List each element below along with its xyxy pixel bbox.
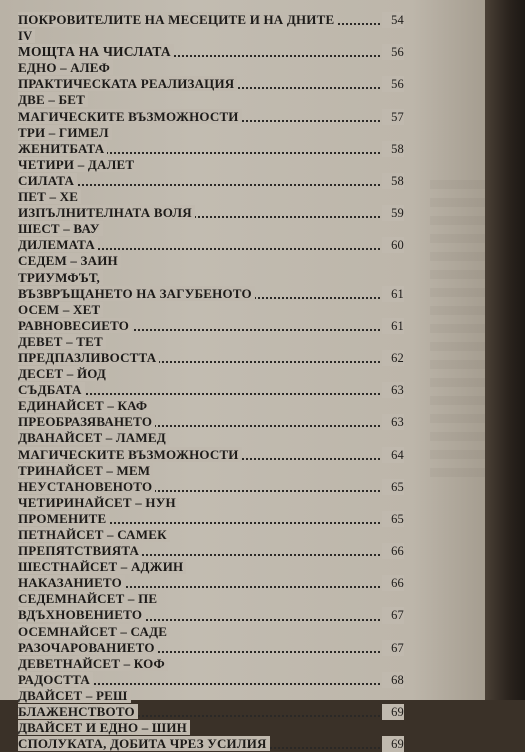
toc-entry — [12, 350, 404, 366]
toc-entry-title: БЛАЖЕНСТВОТО — [18, 704, 138, 719]
toc-entry-title: ПЕТНАЙСЕТ – САМЕК — [18, 527, 170, 542]
toc-entry — [12, 479, 404, 495]
toc-page-number: 67 — [382, 607, 404, 623]
toc-entry-title: ПОКРОВИТЕЛИТЕ НА МЕСЕЦИТЕ И НА ДНИТЕ — [18, 12, 337, 27]
toc-entry-label — [18, 591, 160, 607]
toc-entry-title: ПРАКТИЧЕСКАТА РЕАЛИЗАЦИЯ — [18, 76, 237, 91]
toc-page-number: 60 — [382, 237, 404, 253]
toc-entry-title: ПРЕДПАЗЛИВОСТТА — [18, 350, 159, 365]
toc-section-heading — [12, 527, 404, 543]
toc-entry-label — [18, 28, 35, 44]
toc-entry-title: НЕУСТАНОВЕНОТО — [18, 479, 155, 494]
toc-entry-label — [18, 221, 103, 237]
toc-section-heading — [12, 366, 404, 382]
toc-entry — [12, 205, 404, 221]
toc-page-number: 66 — [382, 543, 404, 559]
toc-entry-label — [18, 656, 168, 672]
toc-entry-title: ПЕТ – ХЕ — [18, 189, 81, 204]
toc-page-number: 67 — [382, 640, 404, 656]
toc-page-number: 58 — [382, 141, 404, 157]
toc-section-heading — [12, 720, 404, 736]
toc-entry-title: ОСЕМ – ХЕТ — [18, 302, 103, 317]
toc-entry-title: ИЗПЪЛНИТЕЛНАТА ВОЛЯ — [18, 205, 195, 220]
toc-entry-label — [18, 414, 155, 430]
toc-page-number: 64 — [382, 447, 404, 463]
toc-entry-title: СПОЛУКАТА, ДОБИТА ЧРЕЗ УСИЛИЯ — [18, 736, 270, 751]
toc-page-number: 59 — [382, 205, 404, 221]
toc-section-heading — [12, 591, 404, 607]
toc-section-heading — [12, 189, 404, 205]
toc-page-number: 65 — [382, 511, 404, 527]
toc-entry-label — [18, 559, 186, 575]
toc-entry-label — [18, 398, 150, 414]
toc-entry-label — [18, 575, 125, 591]
toc-entry-title: ШЕСТ – ВАУ — [18, 221, 103, 236]
toc-page-number: 56 — [382, 44, 404, 60]
toc-entry — [12, 12, 404, 28]
toc-entry — [12, 736, 404, 752]
toc-entry-title: ВЪЗВРЪЩАНЕТО НА ЗАГУБЕНОТО — [18, 286, 255, 301]
toc-page-number: 63 — [382, 382, 404, 398]
toc-section-heading — [12, 221, 404, 237]
toc-page-number: 66 — [382, 575, 404, 591]
toc-entry-label — [18, 302, 103, 318]
toc-entry-title: ТРИНАЙСЕТ – МЕМ — [18, 463, 153, 478]
toc-page-number: 69 — [382, 736, 404, 752]
toc-entry-title: ЧЕТИРИНАЙСЕТ – НУН — [18, 495, 179, 510]
toc-entry — [12, 318, 404, 334]
toc-section-heading — [12, 656, 404, 672]
toc-entry-label — [18, 688, 131, 704]
toc-section-heading — [12, 270, 404, 286]
toc-section-heading — [12, 463, 404, 479]
toc-entry-title: РАВНОВЕСИЕТО — [18, 318, 132, 333]
toc-section-heading — [12, 495, 404, 511]
toc-entry — [12, 607, 404, 623]
toc-entry — [12, 672, 404, 688]
toc-entry-label — [18, 141, 107, 157]
toc-section-heading — [12, 430, 404, 446]
toc-entry-label — [18, 76, 237, 92]
toc-page-number: 63 — [382, 414, 404, 430]
toc-entry-title: ЕДИНАЙСЕТ – КАФ — [18, 398, 150, 413]
toc-entry-label — [18, 430, 169, 446]
toc-entry-title: СЕДЕМ – ЗАИН — [18, 253, 121, 268]
toc-entry-title: ПРЕПЯТСТВИЯТА — [18, 543, 142, 558]
book-gutter — [485, 0, 525, 700]
toc-entry-label — [18, 92, 88, 108]
toc-entry-title: ТРИ – ГИМЕЛ — [18, 125, 112, 140]
toc-entry-label — [18, 60, 113, 76]
toc-entry-title: СЕДЕМНАЙСЕТ – ПЕ — [18, 591, 160, 606]
toc-entry-title: ДВАЙСЕТ – РЕШ — [18, 688, 131, 703]
toc-page-number: 54 — [382, 12, 404, 28]
toc-entry-label — [18, 527, 170, 543]
toc-entry — [12, 382, 404, 398]
toc-section-heading — [12, 334, 404, 350]
toc-entry-title: МОЩТА НА ЧИСЛАТА — [18, 44, 174, 59]
toc-entry — [12, 109, 404, 125]
toc-entry-label — [18, 189, 81, 205]
toc-entry-label — [18, 495, 179, 511]
toc-entry-title: IV — [18, 29, 35, 43]
toc-entry-title: ПРЕОБРАЗЯВАНЕТО — [18, 414, 155, 429]
toc-entry-label — [18, 511, 109, 527]
toc-section-heading — [12, 157, 404, 173]
toc-entry-title: ВДЪХНОВЕНИЕТО — [18, 607, 145, 622]
toc-page-number: 56 — [382, 76, 404, 92]
toc-section-heading — [12, 302, 404, 318]
toc-entry-label — [18, 253, 121, 269]
toc-entry — [12, 76, 404, 92]
toc-entry-label — [18, 382, 85, 398]
toc-entry-label — [18, 44, 174, 60]
toc-entry-title: ДЕСЕТ – ЙОД — [18, 366, 109, 381]
show-through-texture — [430, 180, 485, 480]
toc-entry-title: МАГИЧЕСКИТЕ ВЪЗМОЖНОСТИ — [18, 109, 242, 124]
toc-entry-label — [18, 479, 155, 495]
toc-entry-title: РАДОСТТА — [18, 672, 93, 687]
toc-entry-label — [18, 704, 138, 720]
toc-entry-title: НАКАЗАНИЕТО — [18, 575, 125, 590]
toc-entry-title: ДЕВЕТ – ТЕТ — [18, 334, 106, 349]
toc-section-heading — [12, 398, 404, 414]
toc-entry-label — [18, 270, 103, 286]
toc-entry-label — [18, 447, 242, 463]
toc-page-number: 62 — [382, 350, 404, 366]
toc-entry-title: ПРОМЕНИТЕ — [18, 511, 109, 526]
toc-entry-title: МАГИЧЕСКИТЕ ВЪЗМОЖНОСТИ — [18, 447, 242, 462]
toc-section-heading — [12, 28, 404, 44]
toc-entry-label — [18, 125, 112, 141]
toc-entry-label — [18, 157, 137, 173]
toc-page-number: 57 — [382, 109, 404, 125]
toc-entry-label — [18, 672, 93, 688]
toc-entry-title: ЖЕНИТБАТА — [18, 141, 107, 156]
toc-entry-label — [18, 366, 109, 382]
toc-entry — [12, 44, 404, 60]
toc-entry-label — [18, 334, 106, 350]
table-of-contents — [12, 12, 404, 752]
toc-section-heading — [12, 559, 404, 575]
toc-section-heading — [12, 624, 404, 640]
toc-section-heading — [12, 688, 404, 704]
toc-entry-title: ДВАЙСЕТ И ЕДНО – ШИН — [18, 720, 190, 735]
toc-entry — [12, 141, 404, 157]
toc-entry-label — [18, 318, 132, 334]
toc-page-number: 65 — [382, 479, 404, 495]
toc-section-heading — [12, 253, 404, 269]
toc-entry — [12, 286, 404, 302]
toc-entry-title: ЧЕТИРИ – ДАЛЕТ — [18, 157, 137, 172]
toc-entry-title: ДИЛЕМАТА — [18, 237, 98, 252]
toc-entry — [12, 414, 404, 430]
toc-page-number: 61 — [382, 318, 404, 334]
toc-entry-label — [18, 12, 337, 28]
toc-section-heading — [12, 92, 404, 108]
toc-entry — [12, 704, 404, 720]
toc-entry — [12, 237, 404, 253]
toc-section-heading — [12, 125, 404, 141]
toc-entry-label — [18, 624, 170, 640]
toc-entry-title: ОСЕМНАЙСЕТ – САДЕ — [18, 624, 170, 639]
toc-entry — [12, 511, 404, 527]
toc-page-number: 69 — [382, 704, 404, 720]
toc-entry — [12, 447, 404, 463]
toc-page-number: 58 — [382, 173, 404, 189]
toc-entry-label — [18, 463, 153, 479]
toc-entry — [12, 575, 404, 591]
toc-entry-label — [18, 543, 142, 559]
toc-entry-label — [18, 205, 195, 221]
toc-page-number: 61 — [382, 286, 404, 302]
toc-entry-label — [18, 350, 159, 366]
toc-entry-label — [18, 640, 158, 656]
toc-entry-label — [18, 286, 255, 302]
toc-section-heading — [12, 60, 404, 76]
toc-entry — [12, 640, 404, 656]
toc-entry-label — [18, 237, 98, 253]
toc-entry-title: ЕДНО – АЛЕФ — [18, 60, 113, 75]
toc-entry-label — [18, 109, 242, 125]
toc-entry-label — [18, 736, 270, 752]
toc-entry-title: РАЗОЧАРОВАНИЕТО — [18, 640, 158, 655]
toc-page-number: 68 — [382, 672, 404, 688]
toc-entry-title: ШЕСТНАЙСЕТ – АДЖИН — [18, 559, 186, 574]
toc-entry-title: ДВЕ – БЕТ — [18, 92, 88, 107]
toc-entry-title: ДВАНАЙСЕТ – ЛАМЕД — [18, 430, 169, 445]
toc-entry — [12, 173, 404, 189]
toc-entry — [12, 543, 404, 559]
toc-entry-label — [18, 607, 145, 623]
toc-entry-title: СИЛАТА — [18, 173, 77, 188]
toc-entry-label — [18, 173, 77, 189]
toc-entry-title: ТРИУМФЪТ, — [18, 270, 103, 285]
toc-entry-title: СЪДБАТА — [18, 382, 85, 397]
toc-entry-title: ДЕВЕТНАЙСЕТ – КОФ — [18, 656, 168, 671]
toc-entry-label — [18, 720, 190, 736]
